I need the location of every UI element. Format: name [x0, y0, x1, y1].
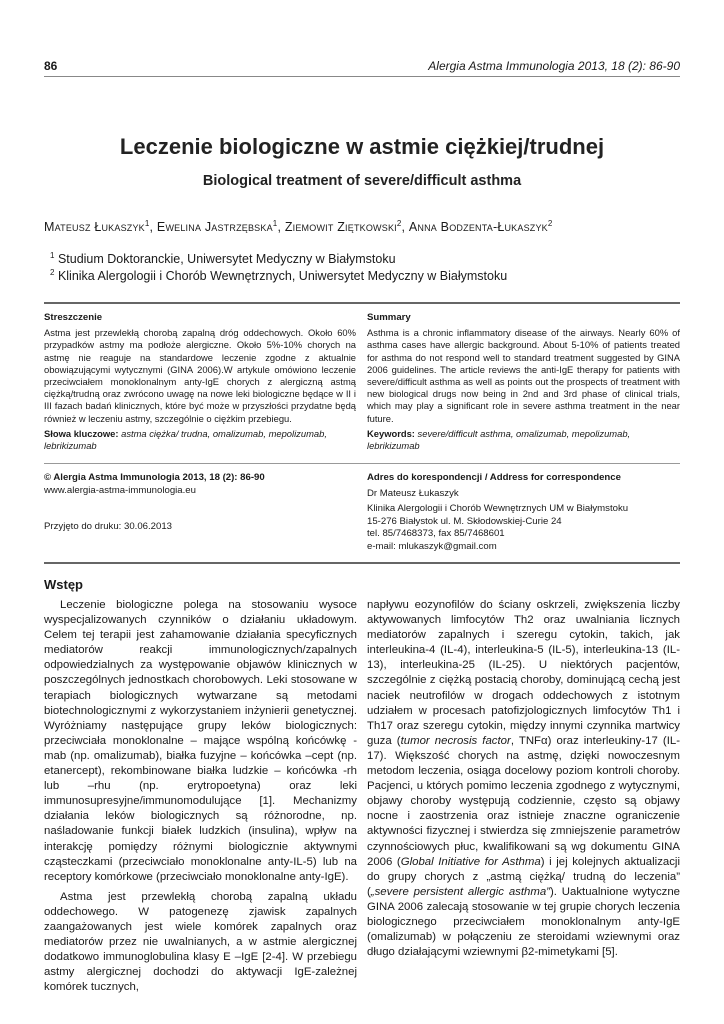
author-affiliation-mark: 1: [272, 218, 278, 228]
accepted-date: Przyjęto do druku: 30.06.2013: [44, 521, 173, 532]
section-heading: Wstęp: [44, 577, 83, 592]
correspondence-heading: Adres do korespondencji / Address for correspondence: [367, 472, 621, 483]
keywords: [367, 428, 680, 452]
affiliation: [50, 251, 507, 268]
publication-info: [44, 472, 344, 534]
body-text: ). Uaktualnione wytyczne GINA 2006 zalecają stosowanie w tej grupie chorych leczenia biologicznego przeciwciałem monoklonalnym anty-IgE (omalizumab) w połączeniu ze steroidami wziewnymi oraz długo działającymi wziewnymi β2-mimetykami [5].: [367, 885, 680, 959]
author-affiliation-mark: 2: [396, 218, 402, 228]
body-paragraph: Astma jest przewlekłą chorobą zapalną układu oddechowego. W patogenezę zjawisk zapalnych zaangażowanych jest wiele komórek zapalnych oraz mediatorów przez nie uwalnianych, a w astmie alergicznej dodatkowo immunoglobulina klasy E –IgE [2-4]. W przebiegu astmy alergicznej dochodzi do aktywacji IgE-zależnej komórek tucznych,: [44, 890, 357, 994]
author: Ziemowit Ziętkowski: [284, 220, 397, 234]
affiliation-text: Klinika Alergologii i Chorób Wewnętrznych, Uniwersytet Medyczny w Białymstoku: [57, 269, 508, 283]
body-term: Global Initiative for Asthma: [400, 855, 541, 868]
abstract-polish: [44, 312, 356, 452]
author: Mateusz Łukaszyk: [44, 220, 145, 234]
affiliation: [50, 268, 507, 285]
keywords: [44, 428, 356, 452]
correspondence-info: [367, 472, 680, 553]
abstract-text: Astma jest przewlekłą chorobą zapalną dróg oddechowych. Około 60% przypadków astmy ma podłoże alergiczne. Około 5%-10% chorych na astmę nie reaguje na standardowe leczenie zgodne z aktualnie obowiązującymi wytycznymi (GINA 2006).W artykule omówiono leczenie przeciwciałem monoklonalnym anty-IgE chorych z alergiczną astmą ciężką/trudną oraz zwrócono uwagę na nowe leki biologiczne będące w II i III fazach badań klinicznych, które być może w przyszłości przydatne będą również w leczeniu astmy, szczególnie o ciężkim przebiegu.: [44, 327, 356, 424]
author-list: Mateusz Łukaszyk$^1$, Ewelina Jastrzębska$^1$, Ziemowit Ziętkowski$^2$, Anna Bodzenta-Łukaszyk$^2$: [44, 218, 553, 234]
keywords-text: astma ciężka/ trudna, omalizumab, mepolizumab, lebrikizumab: [44, 427, 327, 452]
article-subtitle: Biological treatment of severe/difficult asthma: [202, 173, 522, 189]
abstract-text: Asthma is a chronic inflammatory disease of the airways. Nearly 60% of asthma cases have allergic background. About 5-10% of patients treated for asthma do not respond well to standard treatment suggested by GINA 2006 guidelines. The article reviews the anti-IgE therapy for patients with severe/difficult asthma as well as points out the prospects of treatment with new biological drugs now being in 2nd and 3rd phase of clinical trials, which may play a significant role in severe asthma treatment in the near future.: [367, 327, 680, 424]
author: Anna Bodzenta-Łukaszyk: [408, 220, 548, 234]
body-term: tumor necrosis factor: [400, 734, 511, 747]
body-column-right: [367, 598, 680, 960]
abstract-english: [367, 312, 680, 452]
copyright-line: © Alergia Astma Immunologia 2013, 18 (2): 86-90: [44, 472, 265, 483]
affiliation-list: [50, 251, 507, 285]
body-term: „severe persistent allergic asthma”: [370, 885, 550, 898]
body-text: ) i jej kolejnych aktualizacji do grupy chorych z „astmą ciężką/ trudną do leczenia” (: [367, 855, 680, 898]
journal-website: www.alergia-astma-immunologia.eu: [44, 484, 196, 496]
author: Ewelina Jastrzębska: [156, 220, 273, 234]
abstract-top-rule: [44, 302, 680, 304]
body-text: napływu eozynofilów do ściany oskrzeli, zwiększenia liczby aktywowanych limfocytów Th2 oraz uwalniania licznych mediatorów zapalnych i szeregu cytokin, takich, jak interleukina-4 (IL-4), interleukina-5 (IL-5), interleukina-13 (IL-13), interleukina-25 (IL-25). U niektórych pacjentów, szczególnie z ciężką postacią choroby, dominującą cechą jest naciek neutrofilów w drogach oddechowych z istotnym udziałem w procesach patofizjologicznych limfocytów Th1 i Th17 oraz szeregu cytokin, między innymi czynnika martwicy guza (: [367, 599, 680, 747]
abstract-heading: Summary: [367, 312, 411, 323]
article-title: Leczenie biologiczne w astmie ciężkiej/trudnej: [119, 134, 605, 159]
correspondence-name: Dr Mateusz Łukaszyk: [367, 487, 459, 499]
body-paragraph: [367, 598, 680, 960]
info-top-rule: [44, 463, 680, 464]
author-affiliation-mark: 1: [144, 218, 150, 228]
keywords-label: Słowa kluczowe:: [44, 427, 119, 439]
affiliation-mark: 2: [50, 267, 55, 277]
body-column-left: [44, 598, 357, 995]
header-rule: [44, 76, 680, 77]
affiliation-mark: 1: [50, 250, 55, 260]
correspondence-phone: tel. 85/7468373, fax 85/7468601: [367, 528, 505, 539]
body-paragraph: Leczenie biologiczne polega na stosowaniu wysoce wyspecjalizowanych czynników o działaniu układowym. Celem tej terapii jest zahamowanie działania specyficznych mediatorów reakcji immunologicznych/zapalnych odpowiedzialnych za występowanie objawów klinicznych w poszczególnych jednostkach chorobowych. Leki stosowane w terapiach biologicznych wytwarzane są metodami biotechnologicznymi z wykorzystaniem inżynierii genetycznej. Wyróżniamy następujące grupy leków biologicznych: przeciwciała monoklonalne – mające wspólną końcówkę -mab (np. omalizumab), białka fuzyjne – końcówka –cept (np. etanercept), rekombinowane białka ludzkie – końcówka -rh lub –rhu (np. erytropoetyna) oraz leki immunosupresyjne/immunomodulujące [1]. Mechanizmy działania leków biologicznych są różnorodne, np. naśladowanie funkcji białek ludzkich (insulina), wpływ na interakcję pomiędzy różnymi biologicznie aktywnymi cząsteczkami (przeciwciało monoklonalne anty-IL-5) lub na receptory komórkowe (przeciwciało monoklonalne anty-IgE).: [44, 599, 357, 883]
page-number: 86: [44, 59, 58, 73]
abstract-heading: Streszczenie: [44, 312, 103, 323]
keywords-text: severe/difficult asthma, omalizumab, mepolizumab, lebrikizumab: [367, 427, 631, 452]
correspondence-address: 15-276 Białystok ul. M. Skłodowskiej-Curie 24: [367, 515, 562, 527]
correspondence-clinic: Klinika Alergologii i Chorób Wewnętrznych UM w Białymstoku: [367, 503, 629, 514]
body-top-rule: [44, 562, 680, 564]
body-text: , TNFα) oraz interleukiny-17 (IL-17). Większość chorych na astmę, dzięki nowoczesnym metodom leczenia, osiąga docelowy poziom kontroli choroby. Pacjenci, u których pomimo leczenia zgodnego z wytycznymi, objawy choroby występują codziennie, często są objawy nocne i zaostrzenia oraz istnieje znaczne ograniczenie aktywności fizycznej i stwierdza się zmniejszenie parametrów czynnościowych płuc, kwalifikowani są wg dokumentu GINA 2006 (: [367, 734, 680, 868]
journal-reference: Alergia Astma Immunologia 2013, 18 (2): 86-90: [428, 59, 680, 73]
author-affiliation-mark: 2: [547, 218, 553, 228]
correspondence-email: e-mail: mlukaszyk@gmail.com: [367, 540, 497, 552]
keywords-label: Keywords:: [367, 427, 415, 439]
affiliation-text: Studium Doktoranckie, Uniwersytet Medyczny w Białymstoku: [57, 252, 396, 266]
